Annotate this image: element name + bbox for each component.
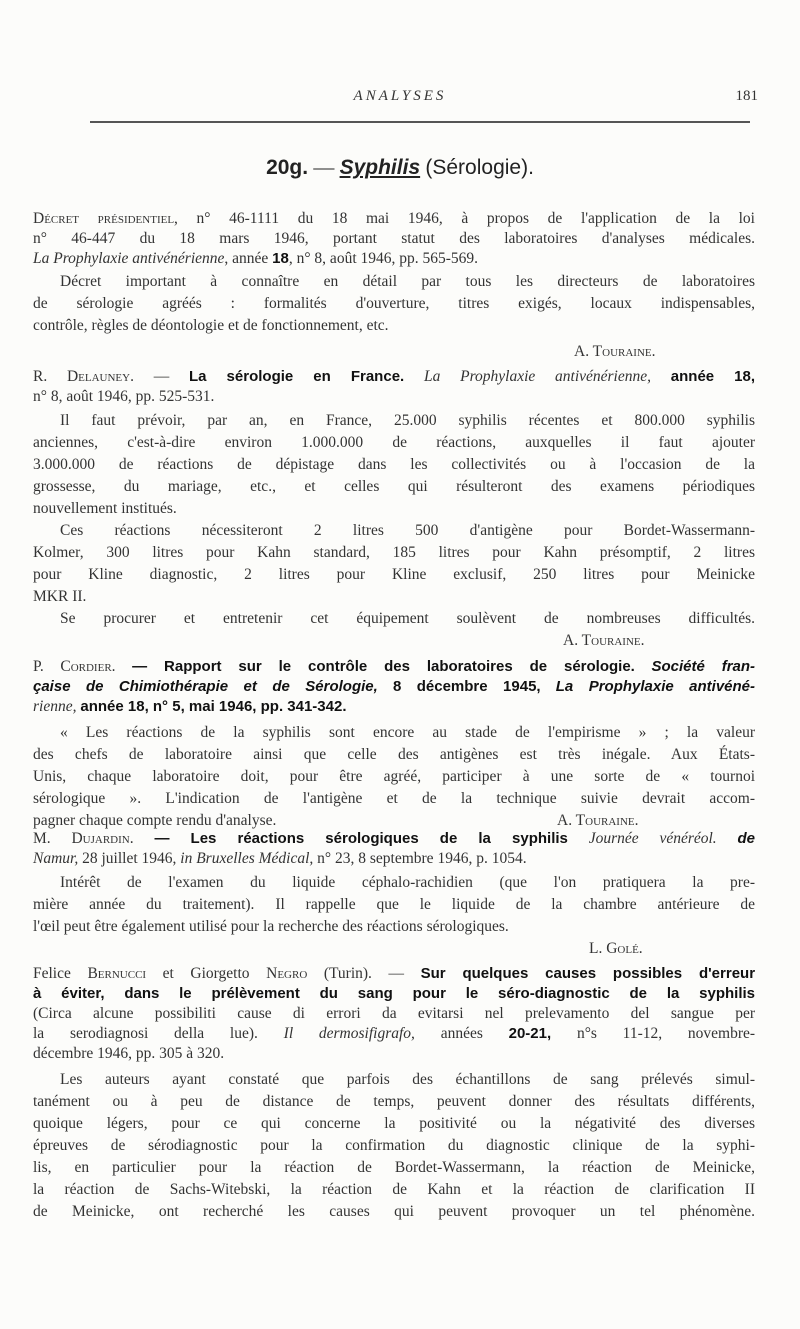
header-rule [90, 121, 750, 123]
section-dash: — [313, 155, 335, 179]
text-line: n° 46-447 du 18 mars 1946, portant statut des laboratoires d'analyses médicales. [33, 230, 755, 247]
entry-header: Décret présidentiel, n° 46-1111 du 18 mai 1946, à propos de l'application de la loi [33, 210, 755, 227]
text-line: grossesse, du mariage, etc., et celles qui résulteront des examens périodiques [33, 478, 755, 495]
text-line: Unis, chaque laboratoire doit, pour être agréé, participer à une sorte de « tournoi [33, 768, 755, 785]
text-line: de Meinicke, ont recherché les causes qui peuvent provoquer un tel phénomène. [33, 1203, 755, 1220]
entry-reference: La Prophylaxie antivénérienne, année 18, n° 8, août 1946, pp. 565-569. [33, 250, 479, 267]
entry-title: — Les réactions sérologiques de la syphilis [154, 830, 568, 847]
text-line: pagner chaque compte rendu d'analyse. [33, 812, 277, 829]
entry-author: Décret présidentiel [33, 210, 175, 227]
text-line: Intérêt de l'examen du liquide céphalo-rachidien (que l'on pratiquera la pre- [60, 874, 755, 891]
signature: A. Touraine. [557, 812, 639, 829]
text-line: pour Kline diagnostic, 2 litres pour Kline exclusif, 250 litres pour Meinicke [33, 566, 755, 583]
entry-title: Sur quelques causes possibles d'erreur [420, 965, 756, 982]
text-line: quoique légers, pour ce qui concerne la positivité ou la négativité des diverses [33, 1115, 755, 1132]
text-line: Les auteurs ayant constaté que parfois des échantillons de sang prélevés simul- [60, 1071, 755, 1088]
entry-original-title: (Circa alcune possibiliti cause di errori da evitarsi nel prelevamento del sangue per [33, 1005, 755, 1022]
entry-reference-2: décembre 1946, pp. 305 à 320. [33, 1045, 225, 1062]
entry-reference: la serodiagnosi della lue). Il dermosifigrafo, années 20-21, n°s 11-12, novembre- [33, 1025, 756, 1042]
text-line: Il faut prévoir, par an, en France, 25.000 syphilis récentes et 800.000 syphilis [60, 412, 755, 429]
text-line: Décret important à connaître en détail par tous les directeurs de laboratoires [60, 273, 755, 290]
text-line: nouvellement institués. [33, 500, 177, 517]
text-line: contrôle, règles de déontologie et de fonctionnement, etc. [33, 317, 389, 334]
entry-author-2: Negro [266, 965, 308, 982]
text-line: épreuves de sérodiagnostic pour la confirmation du diagnostic clinique de la syphi- [33, 1137, 755, 1154]
text-line: tanément ou à peu de distance de temps, peuvent donner des résultats différents, [33, 1093, 755, 1110]
entry-title: — Rapport sur le contrôle des laboratoires de sérologie. [132, 658, 635, 675]
signature: A. Touraine. [563, 632, 645, 649]
entry-header: Felice Bernucci et Giorgetto Negro (Turin). — Sur quelques causes possibles d'erreur [33, 965, 756, 982]
text-line: de sérologie agréés : formalités d'ouverture, titres exigés, locaux indispensables, [33, 295, 755, 312]
text-line: sérologique ». L'indication de l'antigène et de la technique suivie devrait accom- [33, 790, 755, 807]
entry-author: M. Dujardin. [33, 830, 134, 847]
section-title [0, 155, 800, 180]
entry-title: La sérologie en France. [189, 368, 405, 385]
text-line: Ces réactions nécessiteront 2 litres 500 d'antigène pour Bordet-Wassermann- [60, 522, 755, 539]
journal-name: La Prophylaxie antivénérienne, [423, 368, 652, 385]
text-line: la réaction de Sachs-Witebski, la réaction de Kahn et la réaction de clarification II [33, 1181, 755, 1198]
entry-author: P. Cordier. [33, 658, 116, 675]
entry-reference: Namur, 28 juillet 1946, in Bruxelles Médical, n° 23, 8 septembre 1946, p. 1054. [33, 850, 527, 867]
text-line: 3.000.000 de réactions de dépistage dans les collectivités ou à l'occasion de la [33, 456, 755, 473]
journal-name: La Prophylaxie antivénérienne [33, 250, 225, 267]
text-line: Se procurer et entretenir cet équipement soulèvent de nombreuses difficultés. [60, 610, 755, 627]
entry-header: R. Delauney. — La sérologie en France. La Prophylaxie antivénérienne, année 18, [33, 368, 756, 385]
page-number: 181 [735, 88, 758, 104]
entry-reference-2: rienne, année 18, n° 5, mai 1946, pp. 341-342. [33, 698, 347, 715]
text-line: lis, en particulier pour la réaction de Bordet-Wassermann, la réaction de Meinicke, [33, 1159, 755, 1176]
entry-header: M. Dujardin. — Les réactions sérologiques de la syphilis Journée vénéréol. de [33, 830, 756, 847]
text-line: mière année du traitement). Il rappelle que le liquide de la chambre antérieure de [33, 896, 755, 913]
entry-reference: çaise de Chimiothérapie et de Sérologie, 8 décembre 1945, La Prophylaxie antivéné- [33, 678, 756, 695]
entry-reference: n° 8, août 1946, pp. 525-531. [33, 388, 215, 405]
text-line: des chefs de laboratoire ainsi que celle des antigènes est très inégale. Aux États- [33, 746, 755, 763]
entry-title-cont: à éviter, dans le prélèvement du sang pour le séro-diagnostic de la syphilis [33, 985, 755, 1002]
signature: L. Golé. [589, 940, 643, 957]
section-subtitle: (Sérologie). [425, 156, 534, 179]
entry-author: Bernucci [87, 965, 147, 982]
entry-header: P. Cordier. — Rapport sur le contrôle des laboratoires de sérologie. Société fran- [33, 658, 756, 675]
entry-author: R. Delauney. [33, 368, 134, 385]
section-number: 20g. [266, 156, 309, 179]
text-line: l'œil peut être également utilisé pour la recherche des réactions sérologiques. [33, 918, 509, 935]
text-line: MKR II. [33, 588, 87, 605]
section-keyword: Syphilis [339, 156, 421, 179]
text-line: Kolmer, 300 litres pour Kahn standard, 185 litres pour Kahn présomptif, 2 litres [33, 544, 755, 561]
text-line: « Les réactions de la syphilis sont encore au stade de l'empirisme » ; la valeur [60, 724, 755, 741]
signature: A. Touraine. [574, 343, 656, 360]
text-line: anciennes, c'est-à-dire environ 1.000.000 de réactions, auxquelles il faut ajouter [33, 434, 755, 451]
running-title: ANALYSES [353, 88, 447, 104]
